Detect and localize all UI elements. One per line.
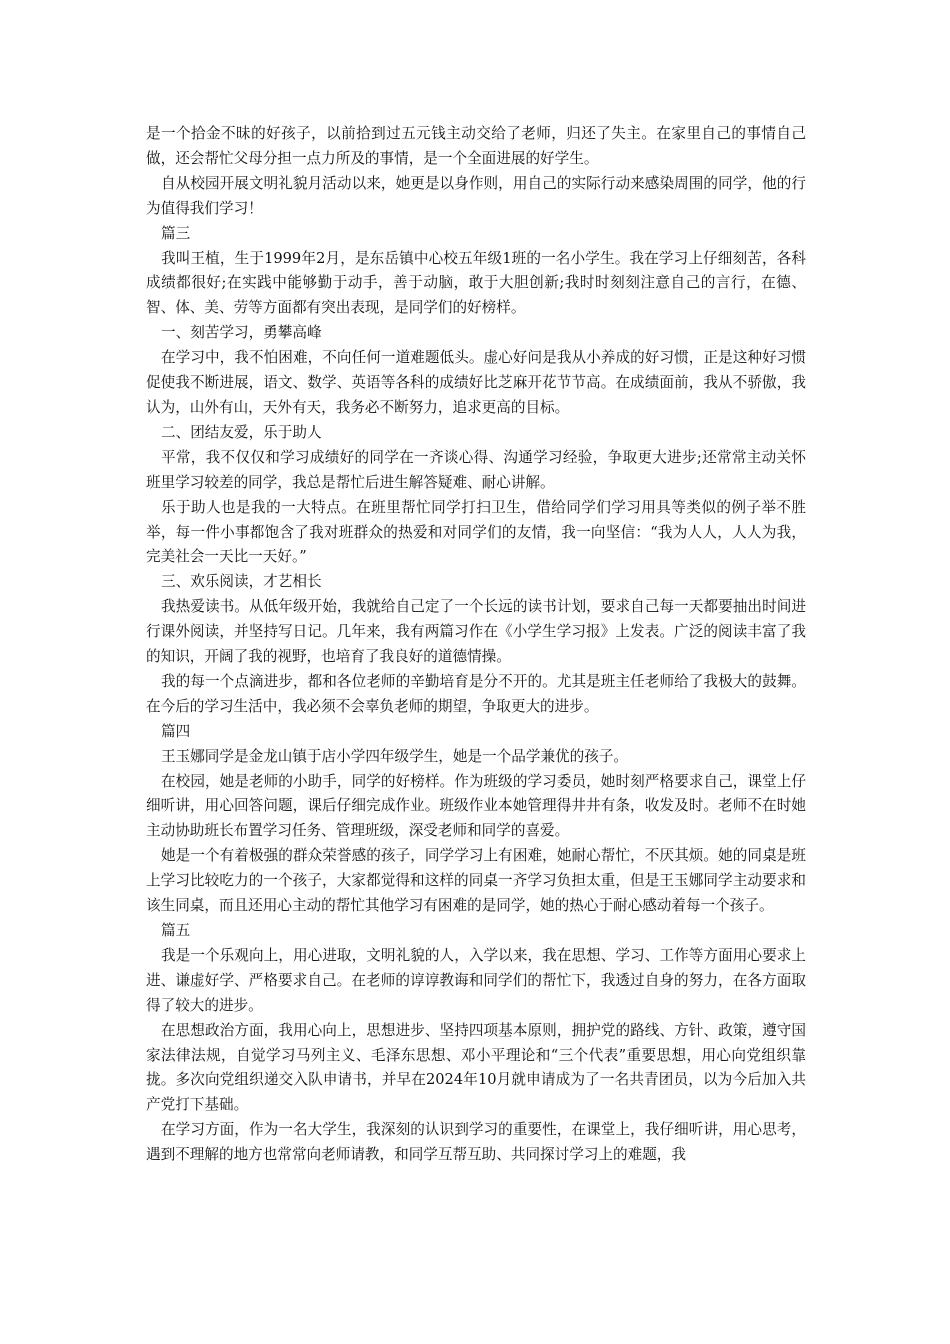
paragraph: 在学习中，我不怕困难，不向任何一道难题低头。虚心好问是我从小养成的好习惯，正是这种好习惯促使我不断进展，语文、数学、英语等各科的成绩好比芝麻开花节节高。在成绩面前，我从不骄傲，我认为，山外有山，天外有天，我务必不断努力，追求更高的目标。 [146,349,806,416]
paragraph: 在思想政治方面，我用心向上，思想进步、坚持四项基本原则，拥护党的路线、方针、政策，遵守国家法律法规，自觉学习马列主义、毛泽东思想、邓小平理论和“三个代表”重要思想，用心向党组织靠拢。多次向党组织递交入队申请书，并早在2024年10月就申请成为了一名共青团员，以为今后加入共产党打下基础。 [146,1021,806,1114]
paragraph: 平常，我不仅仅和学习成绩好的同学在一齐谈心得、沟通学习经验，争取更大进步;还常常主动关怀班里学习较差的同学，我总是帮忙后进生解答疑难、耐心讲解。 [146,448,806,491]
document-page [146,122,806,1168]
paragraph: 乐于助人也是我的一大特点。在班里帮忙同学打扫卫生，借给同学们学习用具等类似的例子举不胜举，每一件小事都饱含了我对班群众的热爱和对同学们的友情，我一向坚信：“我为人人，人人为我，完美社会一天比一天好。” [146,498,806,566]
section-heading: 篇四 [161,722,191,740]
section-heading: 一、刻苦学习，勇攀高峰 [161,324,322,342]
section-heading: 三、欢乐阅读，才艺相长 [161,573,322,591]
paragraph: 在校园，她是老师的小助手，同学的好榜样。作为班级的学习委员，她时刻严格要求自己，课堂上仔细听讲，用心回答问题，课后仔细完成作业。班级作业本她管理得井井有条，收发及时。老师不在时她主动协助班长布置学习任务、管理班级，深受老师和同学的喜爱。 [146,772,806,840]
paragraph: 我是一个乐观向上，用心进取，文明礼貌的人，入学以来，我在思想、学习、工作等方面用心要求上进、谦虚好学、严格要求自己。在老师的谆谆教诲和同学们的帮忙下，我透过自身的努力，在各方面取得了较大的进步。 [146,946,806,1014]
paragraph: 我叫王植，生于1999年2月，是东岳镇中心校五年级1班的一名小学生。我在学习上仔细刻苦，各科成绩都很好;在实践中能够勤于动手，善于动脑，敢于大胆创新;我时时刻刻注意自己的言行，在德、智、体、美、劳等方面都有突出表现，是同学们的好榜样。 [146,249,806,317]
section-heading: 篇五 [161,922,191,939]
section-heading: 二、团结友爱，乐于助人 [161,423,322,441]
paragraph: 王玉娜同学是金龙山镇于店小学四年级学生，她是一个品学兼优的孩子。 [161,747,629,765]
section-heading: 篇三 [161,224,191,242]
paragraph: 我的每一个点滴进步，都和各位老师的辛勤培育是分不开的。尤其是班主任老师给了我极大的鼓舞。在今后的学习生活中，我必须不会辜负老师的期望，争取更大的进步。 [146,672,806,715]
paragraph: 是一个拾金不昧的好孩子，以前拾到过五元钱主动交给了老师，归还了失主。在家里自己的事情自己做，还会帮忙父母分担一点力所及的事情，是一个全面进展的好学生。 [146,125,806,167]
paragraph: 她是一个有着极强的群众荣誉感的孩子，同学学习上有困难，她耐心帮忙，不厌其烦。她的同桌是班上学习比较吃力的一个孩子，大家都觉得和这样的同桌一齐学习负担太重，但是王玉娜同学主动要求和该生同桌，而且还用心主动的帮忙其他学习有困难的是同学，她的热心于耐心感动着每一个孩子。 [146,847,806,915]
paragraph: 我热爱读书。从低年级开始，我就给自己定了一个长远的读书计划，要求自己每一天都要抽出时间进行课外阅读，并坚持写日记。几年来，我有两篇习作在《小学生学习报》上发表。广泛的阅读丰富了我的知识，开阔了我的视野，也培育了我良好的道德情操。 [146,598,806,666]
paragraph: 在学习方面，作为一名大学生，我深刻的认识到学习的重要性，在课堂上，我仔细听讲，用心思考，遇到不理解的地方也常常向老师请教，和同学互帮互助、共同探讨学习上的难题，我 [146,1121,806,1164]
paragraph: 自从校园开展文明礼貌月活动以来，她更是以身作则，用自己的实际行动来感染周围的同学，他的行为值得我们学习！ [146,174,806,217]
